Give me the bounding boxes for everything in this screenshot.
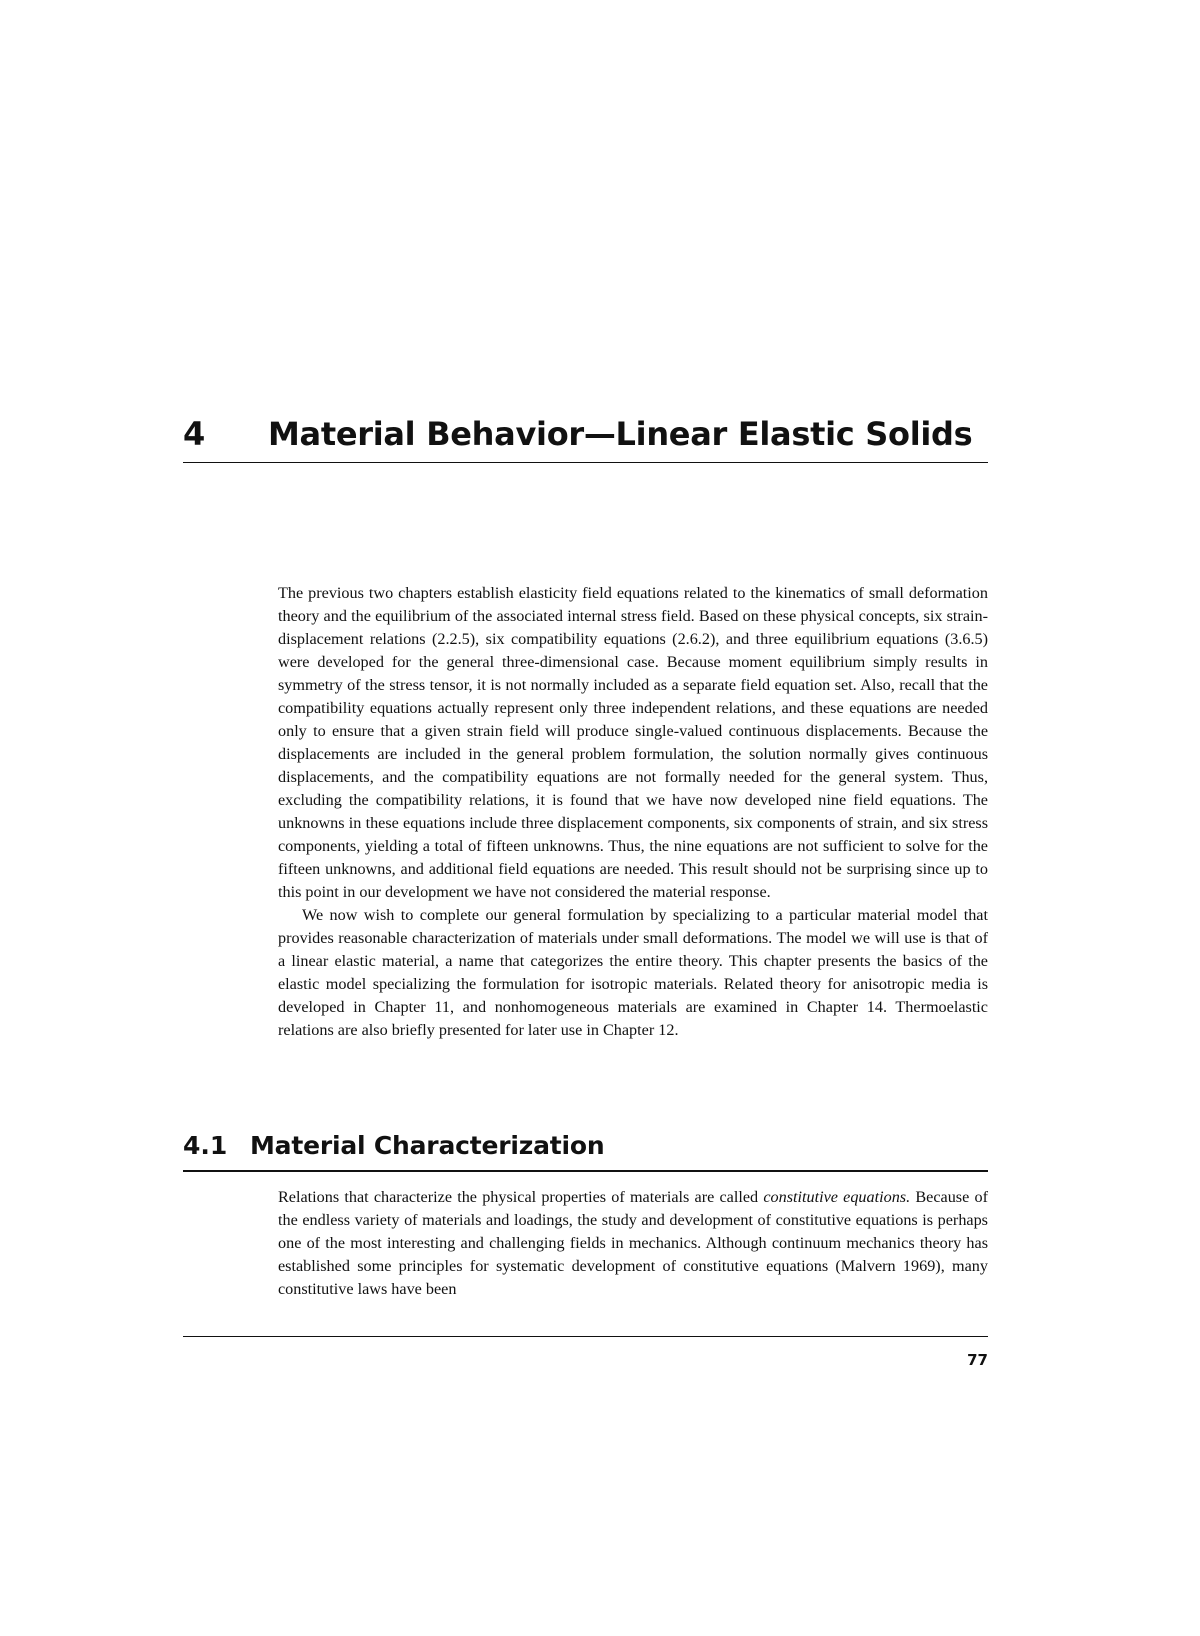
intro-paragraph-2: We now wish to complete our general formulation by specializing to a particular material model that provides reasonable characterization of materials under small deformations. The model we will use is that of a linear elastic material, a name that categorizes the entire theory. This chapter presents the basics of the elastic model specializing the formulation for isotropic materials. Related theory for anisotropic media is developed in Chapter 11, and nonhomogeneous materials are examined in Chapter 14. Thermoelastic relations are also briefly presented for later use in Chapter 12.: [278, 906, 988, 1039]
chapter-introduction: [278, 582, 988, 1042]
section-heading: [183, 1129, 988, 1172]
section-number: 4.1: [183, 1131, 228, 1160]
chapter-title: Material Behavior—Linear Elastic Solids: [268, 415, 973, 453]
section-text-start: Relations that characterize the physical properties of materials are called: [278, 1188, 764, 1206]
section-title: Material Characterization: [250, 1131, 605, 1160]
section-paragraph: [278, 1186, 988, 1301]
section-body: [278, 1186, 988, 1301]
section-text-end: Because of the endless variety of materials and loadings, the study and development of constitutive equations is perhaps one of the most interesting and challenging fields in mechanics. Although continuum mechanics theory has established some principles for systematic development of constitutive equations (Malvern 1969), many constitutive laws have been: [278, 1188, 988, 1298]
footer-rule: [183, 1336, 988, 1337]
chapter-heading: [183, 412, 988, 463]
emphasized-term: constitutive equations.: [763, 1188, 911, 1206]
chapter-number: 4: [183, 415, 206, 453]
page-number: 77: [967, 1351, 988, 1369]
intro-paragraph-1: The previous two chapters establish elasticity field equations related to the kinematics of small deformation theory and the equilibrium of the associated internal stress field. Based on these physical concepts, six strain-displacement relations (2.2.5), six compatibility equations (2.6.2), and three equilibrium equations (3.6.5) were developed for the general three-dimensional case. Because moment equilibrium simply results in symmetry of the stress tensor, it is not normally included as a separate field equation set. Also, recall that the compatibility equations actually represent only three independent relations, and these equations are needed only to ensure that a given strain field will produce single-valued continuous displacements. Because the displacements are included in the general problem formulation, the solution normally gives continuous displacements, and the compatibility equations are not formally needed for the general system. Thus, excluding the compatibility relations, it is found that we have now developed nine field equations. The unknowns in these equations include three displacement components, six components of strain, and six stress components, yielding a total of fifteen unknowns. Thus, the nine equations are not sufficient to solve for the fifteen unknowns, and additional field equations are needed. This result should not be surprising since up to this point in our development we have not considered the material response.: [278, 584, 988, 901]
